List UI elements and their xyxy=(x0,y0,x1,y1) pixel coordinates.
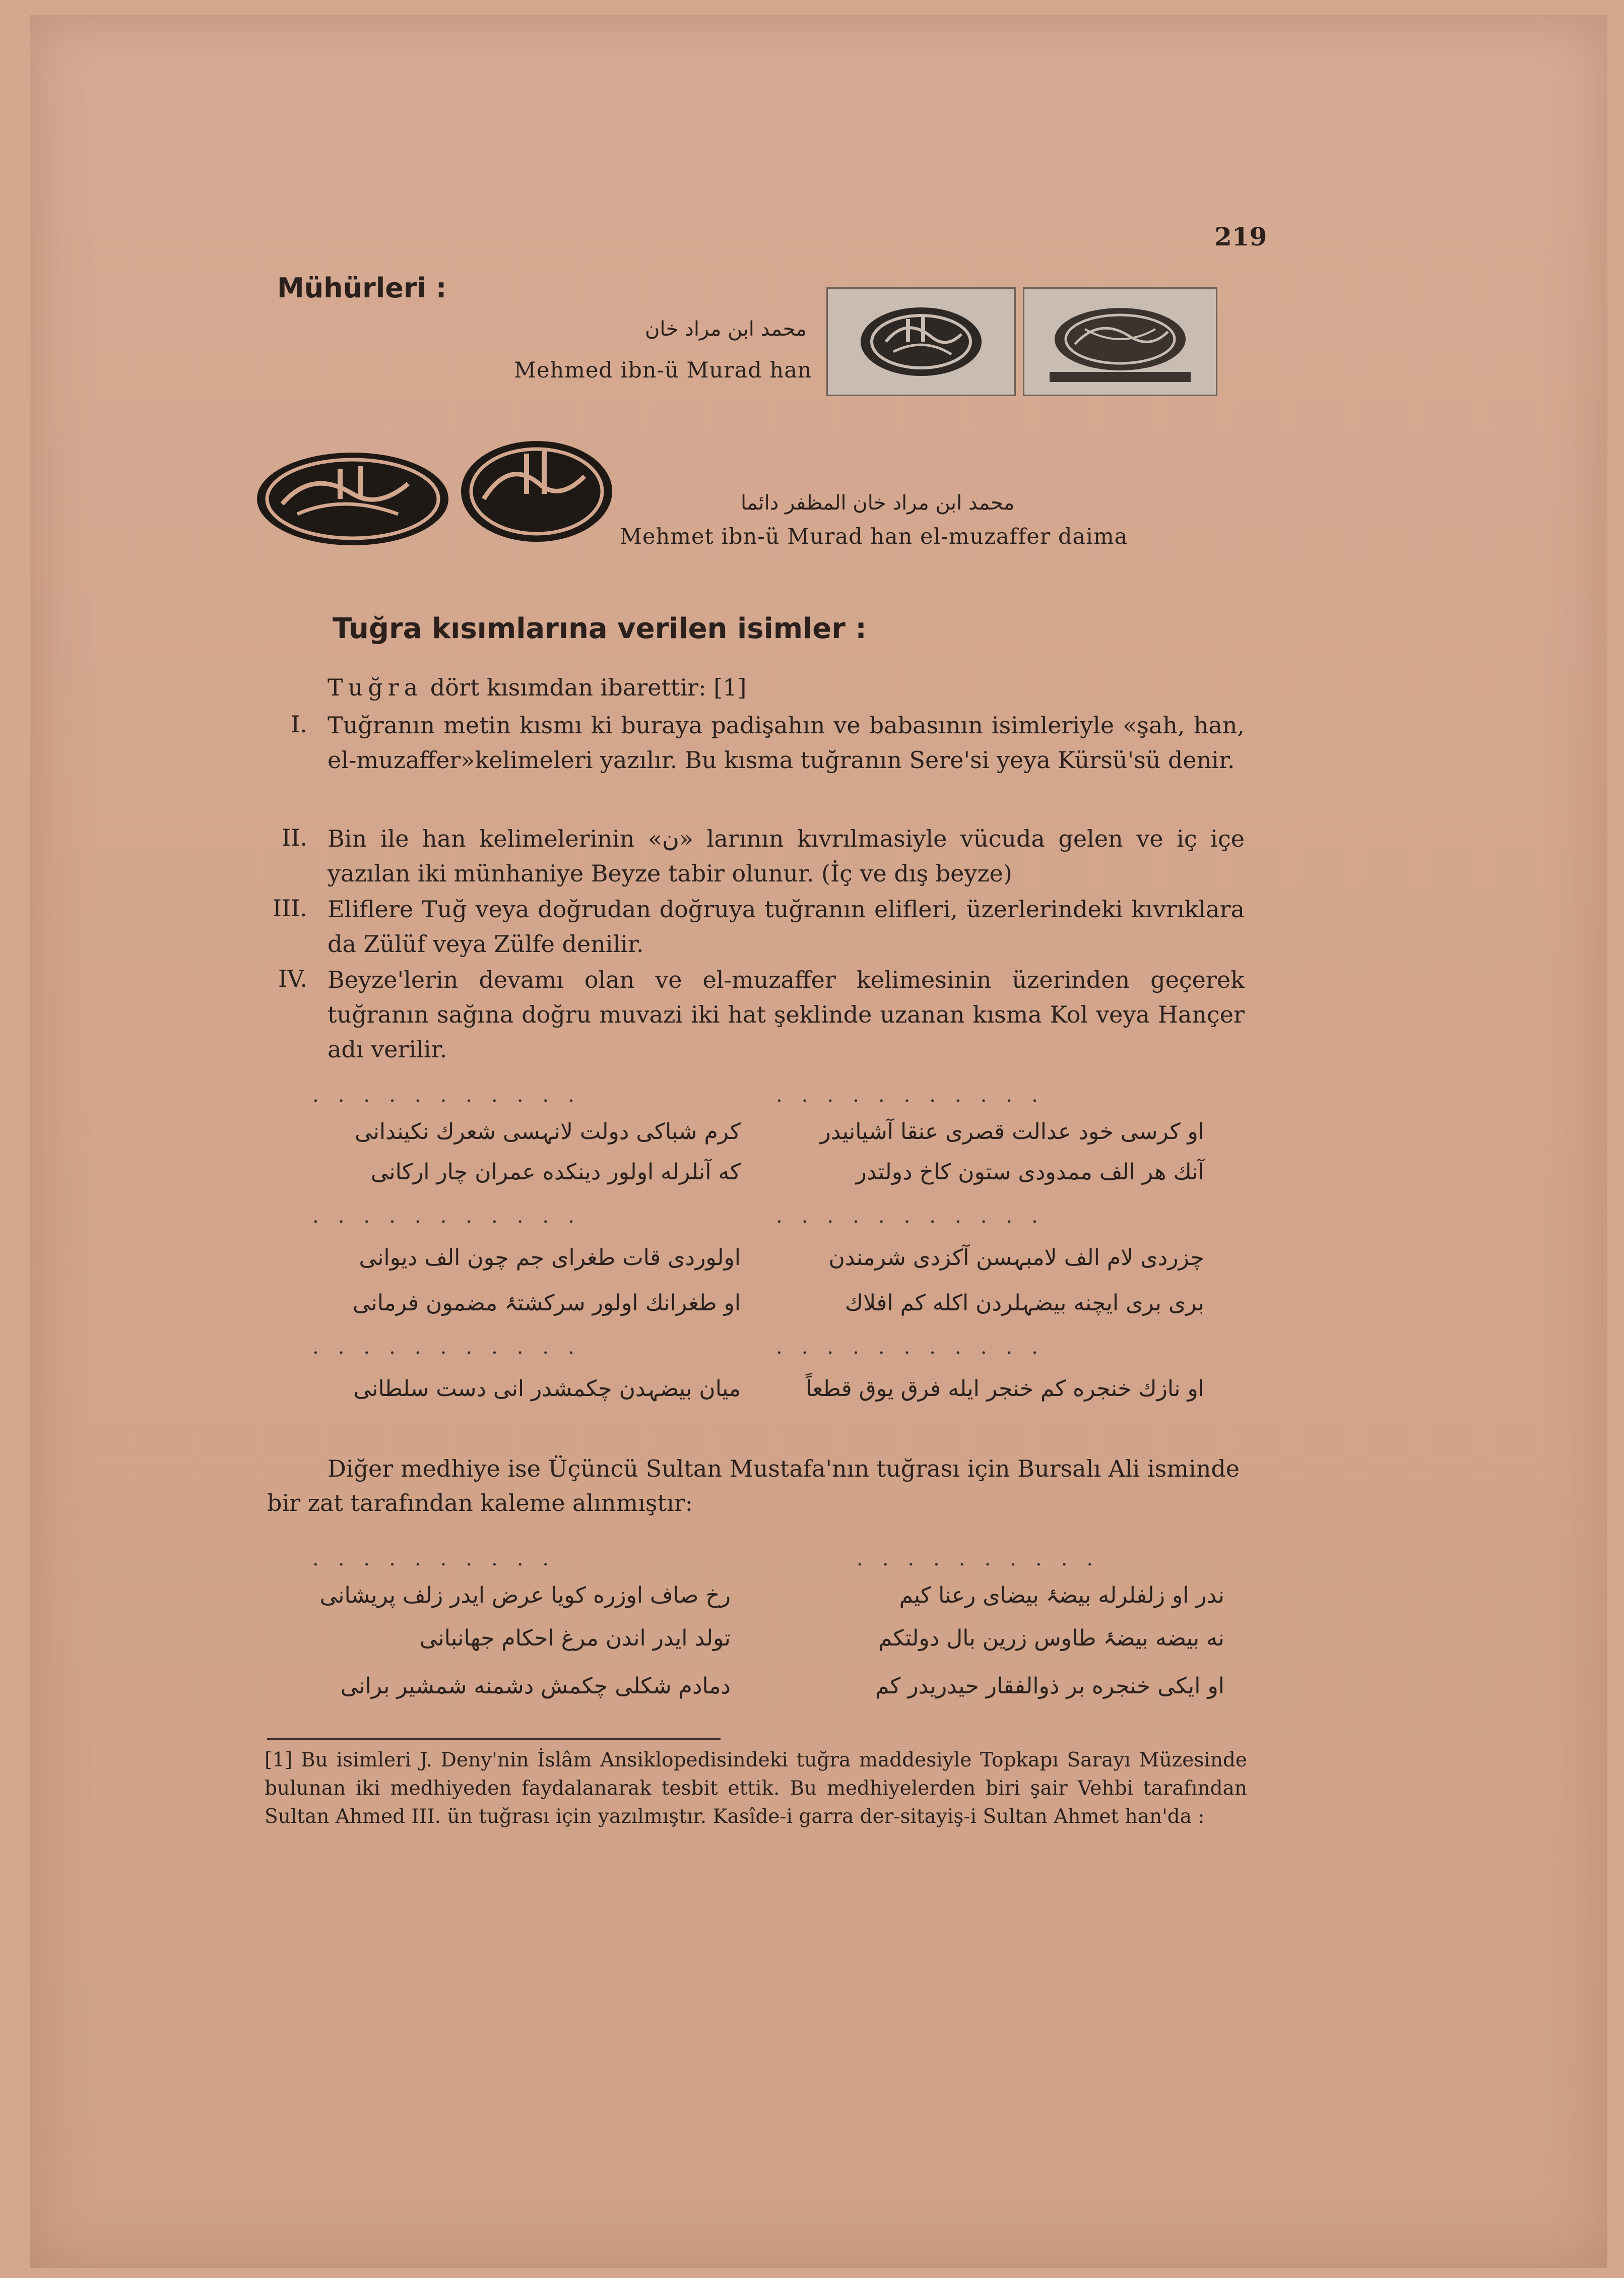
section-heading: Tuğra kısımlarına verilen isimler : xyxy=(333,612,867,645)
seal2-impression-image-2 xyxy=(459,438,615,544)
verse-line: بری بری ایچنه بیضہلردن اکله کم افلاك xyxy=(845,1290,1204,1316)
intro-rest: dört kısımdan ibarettir: [1] xyxy=(430,674,747,701)
item-number: II. xyxy=(282,824,307,851)
intro-term: Tuğra xyxy=(328,674,423,701)
verse-line: آنك هر الف ممدودی ستون کاخ دولتدر xyxy=(856,1159,1204,1185)
verse-separator: ........... xyxy=(312,1084,594,1107)
verse-line: رخ صاف اوزره کویا عرض ایدر زلف پریشانی xyxy=(319,1583,731,1608)
item-text: Tuğranın metin kısmı ki buraya padişahın ve babasının isimleriyle «şah, han, el-muzaffer»kelimeleri yazılır. Bu kısma tuğranın Sere'si yeya Kürsü'sü denir. xyxy=(328,712,1245,774)
item-number: III. xyxy=(272,895,307,922)
seal1-impression-image-2 xyxy=(1023,287,1217,396)
verse-line: او کرسی خود عدالت قصری عنقا آشیانیدر xyxy=(820,1119,1204,1145)
verse-line: تولد ایدر اندن مرغ احکام جهانبانی xyxy=(419,1625,731,1651)
verse-separator: ........... xyxy=(312,1336,594,1359)
seal-icon xyxy=(252,449,453,549)
seal2-caption: Mehmet ibn-ü Murad han el-muzaffer daima xyxy=(620,524,1128,549)
verse-line: او ایکی خنجره بر ذوالفقار حیدریدر کم xyxy=(875,1673,1224,1699)
verse-line: میان بیضہدن چکمشدر انی دست سلطانی xyxy=(353,1376,741,1402)
seals-heading: Mühürleri : xyxy=(277,272,447,304)
seal-icon xyxy=(1040,299,1201,385)
verse-separator: .......... xyxy=(312,1547,568,1570)
seal2-arabic: محمد ابن مراد خان المظفر دائما xyxy=(741,491,1015,515)
verse-separator: ........... xyxy=(776,1084,1057,1107)
body-paragraph: Diğer medhiye ise Üçüncü Sultan Mustafa'nın tuğrası için Bursalı Ali isminde bir zat tarafından kaleme alınmıştır: xyxy=(267,1455,1240,1516)
item-text: Bin ile han kelimelerinin «ن» larının kıvrılmasiyle vücuda gelen ve iç içe yazılan iki münhaniye Beyze tabir olunur. (İç ve dış beyze) xyxy=(328,825,1245,887)
seal2-impression-image xyxy=(252,449,453,549)
seal-icon xyxy=(459,438,615,544)
seal1-impression-image xyxy=(826,287,1016,396)
page-number: 219 xyxy=(1214,222,1267,251)
item-number: IV. xyxy=(278,965,307,992)
item-text: Eliflere Tuğ veya doğrudan doğruya tuğranın elifleri, üzerlerindeki kıvrıklara da Zülüf veya Zülfe denilir. xyxy=(328,896,1245,958)
verse-separator: ........... xyxy=(776,1336,1057,1359)
verse-separator: ........... xyxy=(776,1205,1057,1228)
verse-line: کرم شباکی دولت لانہسی شعرك نکیندانی xyxy=(354,1119,741,1145)
page xyxy=(30,15,1607,2268)
verse-line: نه بیضه بیضۂ طاوس زرین بال دولتکم xyxy=(878,1625,1224,1651)
verse-line: او طغرانك اولور سرکشتۂ مضمون فرمانی xyxy=(352,1290,741,1316)
verse-line: او نازك خنجره کم خنجر ایله فرق یوق قطعاً xyxy=(805,1376,1204,1402)
seal1-caption: Mehmed ibn-ü Murad han xyxy=(514,358,812,383)
verse-line: ندر او زلفلرله بیضۂ بیضای رعنا کیم xyxy=(899,1583,1224,1608)
seal-icon xyxy=(846,299,997,385)
seal1-arabic: محمد ابن مراد خان xyxy=(645,318,807,341)
verse-line: دمادم شکلی چکمش دشمنه شمشیر برانی xyxy=(340,1673,731,1699)
verse-line: که آنلرله اولور دینکده عمران چار ارکانی xyxy=(370,1159,741,1185)
verse-line: چزردی لام الف لامبہسن آکزدی شرمندن xyxy=(828,1245,1204,1271)
verse-separator: ........... xyxy=(312,1205,594,1228)
item-text: Beyze'lerin devamı olan ve el-muzaffer kelimesinin üzerinden geçerek tuğranın sağına doğru muvazi iki hat şeklinde uzanan kısma Kol veya Hançer adı verilir. xyxy=(328,966,1245,1063)
verse-separator: .......... xyxy=(857,1547,1113,1570)
footnote-divider xyxy=(267,1738,721,1740)
section-intro xyxy=(328,670,746,705)
footnote: [1] Bu isimleri J. Deny'nin İslâm Ansiklopedisindeki tuğra maddesiyle Topkapı Sarayı Müzesinde bulunan iki medhiyeden faydalanarak tesbit ettik. Bu medhiyelerden biri şair Vehbi tarafından Sultan Ahmed III. ün tuğrası için yazılmıştır. Kasîde-i garra der-sitayiş-i Sultan Ahmet han'da : xyxy=(265,1749,1247,1828)
item-number: I. xyxy=(291,711,307,738)
verse-line: اولوردی قات طغرای جم چون الف دیوانی xyxy=(359,1245,741,1271)
